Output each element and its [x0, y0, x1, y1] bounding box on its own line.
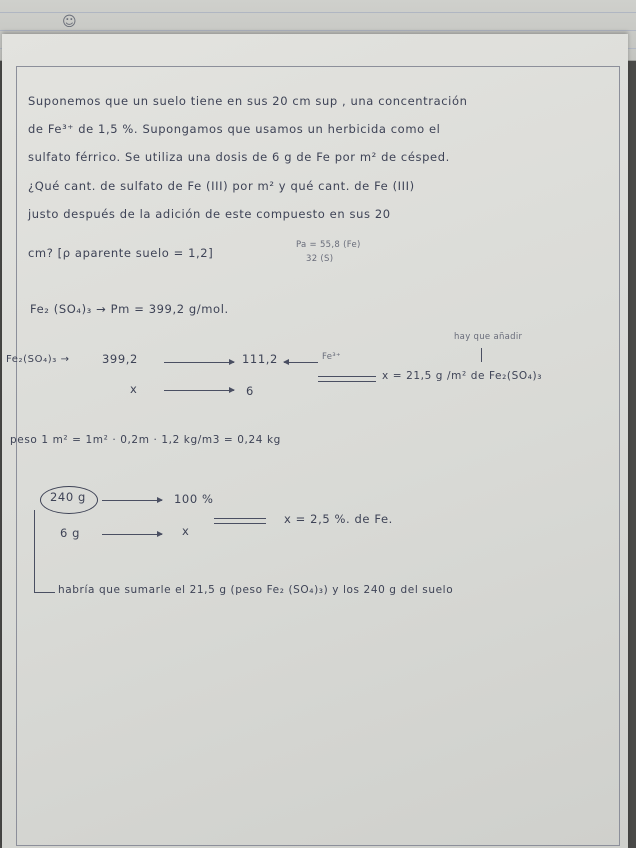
- percent-6g: 6 g: [60, 526, 81, 540]
- conclusion-bracket: [34, 510, 55, 593]
- ratio-fe-ion: Fe³⁺: [322, 352, 341, 362]
- molar-mass-line: Fe₂ (SO₄)₃ → Pm = 399,2 g/mol.: [30, 302, 229, 316]
- problem-line-2: de Fe³⁺ de 1,5 %. Supongamos que usamos un herbicida como el: [28, 122, 441, 136]
- percent-arrow-1: [102, 500, 162, 501]
- atomic-mass-fe: Pa = 55,8 (Fe): [296, 240, 361, 250]
- ratio-arrow-back: [284, 362, 318, 363]
- ratio-arrow-1: [164, 362, 234, 363]
- handwritten-sheet: [2, 34, 628, 848]
- conclusion-line: habría que sumarle el 21,5 g (peso Fe₂ (SO₄)₃) y los 240 g del suelo: [58, 584, 454, 596]
- problem-line-6: cm? [ρ aparente suelo = 1,2]: [28, 246, 214, 260]
- smiley-doodle: ☺: [62, 14, 77, 30]
- percent-result: x = 2,5 %. de Fe.: [284, 512, 393, 526]
- problem-line-1: Suponemos que un suelo tiene en sus 20 cm sup , una concentración: [28, 94, 468, 108]
- ratio-x: x: [130, 382, 138, 396]
- ratio-result: x = 21,5 g /m² de Fe₂(SO₄)₃: [382, 370, 543, 382]
- ratio-six: 6: [246, 384, 254, 398]
- annotation-arrow: [481, 348, 482, 362]
- ratio-arrow-2: [164, 390, 234, 391]
- percent-arrow-2: [102, 534, 162, 535]
- problem-line-5: justo después de la adición de este compuesto en sus 20: [28, 207, 391, 221]
- ratio-molar-mass: 399,2: [102, 352, 138, 366]
- problem-line-4: ¿Qué cant. de sulfato de Fe (III) por m² y qué cant. de Fe (III): [28, 179, 415, 193]
- percent-implies-arrow: [214, 518, 266, 524]
- ratio-iron-mass: 111,2: [242, 352, 278, 366]
- problem-line-3: sulfato férrico. Se utiliza una dosis de 6 g de Fe por m² de césped.: [28, 150, 450, 164]
- percent-100: 100 %: [174, 492, 214, 506]
- soil-weight-line: peso 1 m² = 1m² · 0,2m · 1,2 kg/m3 = 0,24 kg: [10, 434, 281, 446]
- atomic-mass-s: 32 (S): [306, 254, 334, 264]
- ratio-compound: Fe₂(SO₄)₃ →: [6, 354, 70, 365]
- annotation-add: hay que añadir: [454, 332, 523, 342]
- percent-x: x: [182, 524, 190, 538]
- percent-240g: 240 g: [50, 490, 86, 504]
- ratio-implies-arrow: [318, 376, 376, 382]
